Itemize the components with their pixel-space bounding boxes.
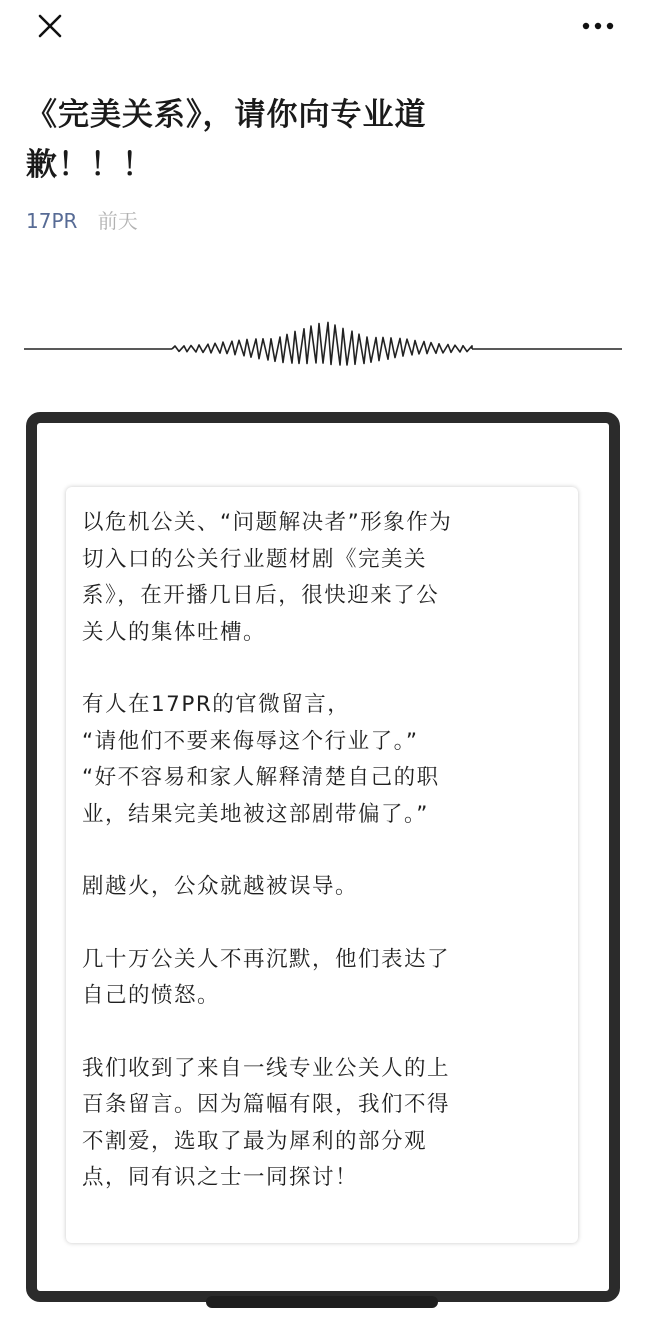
author-link[interactable]: 17PR	[26, 209, 78, 233]
text-line: “请他们不要来侮辱这个行业了。”	[82, 728, 419, 754]
intro-card	[66, 487, 578, 1243]
text-line: 百条留言。因为篇幅有限，我们不得	[82, 1092, 451, 1117]
text-line: 业，结果完美地被这部剧带偏了。”	[82, 801, 429, 827]
text-line: 剧越火，公众就越被误导。	[82, 874, 359, 899]
article-title	[26, 90, 506, 190]
card-paragraph	[82, 687, 562, 833]
text-line: 自己的愤怒。	[82, 983, 221, 1008]
frame-base	[206, 1296, 438, 1308]
close-icon	[37, 13, 63, 39]
more-button[interactable]	[578, 8, 618, 44]
article-title-line: 歉！！！	[26, 147, 154, 183]
article-meta	[26, 205, 138, 237]
text-line: 不割爱，选取了最为犀利的部分观	[82, 1128, 428, 1154]
text-line: 切入口的公关行业题材剧《完美关	[82, 546, 428, 572]
waveform-divider	[24, 318, 622, 380]
publish-time: 前天	[97, 209, 138, 233]
text-line: 系》，在开播几日后，很快迎来了公	[82, 583, 440, 608]
text-line: 以危机公关、“问题解决者”形象作为	[82, 510, 453, 535]
card-paragraph	[82, 505, 562, 651]
text-line: 有人在17PR的官微留言，	[82, 692, 351, 717]
text-line: 我们收到了来自一线专业公关人的上	[82, 1055, 451, 1081]
card-paragraph	[82, 869, 562, 906]
text-line: 关人的集体吐槽。	[82, 619, 267, 645]
card-paragraph	[82, 942, 562, 1015]
article-title-line: 《完美关系》，请你向专业道	[26, 97, 427, 133]
card-paragraph	[82, 1051, 562, 1197]
text-line: “好不容易和家人解释清楚自己的职	[82, 765, 440, 790]
text-line: 几十万公关人不再沉默，他们表达了	[82, 946, 451, 972]
more-icon	[582, 21, 614, 31]
top-nav-bar	[0, 0, 646, 54]
close-button[interactable]	[30, 8, 70, 44]
text-line: 点，同有识之士一同探讨！	[82, 1165, 359, 1190]
